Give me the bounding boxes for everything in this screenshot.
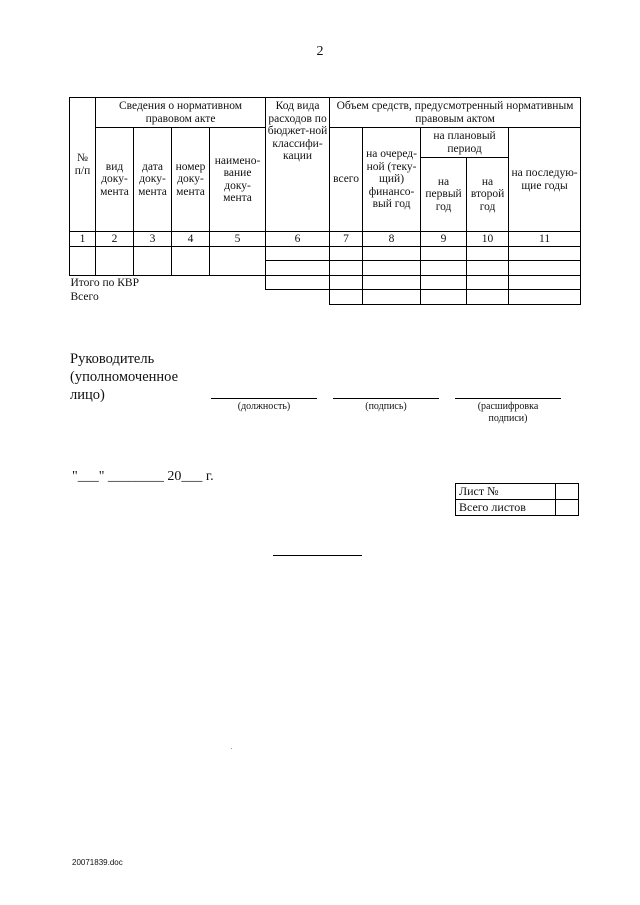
page-number: 2	[316, 44, 324, 59]
total-sheets-label: Всего листов	[456, 500, 556, 516]
table-cell[interactable]	[266, 261, 330, 276]
header-group-normative: Сведения о нормативном правовом акте	[96, 98, 266, 128]
col-number: 5	[210, 232, 266, 247]
total-row	[70, 290, 581, 305]
table-cell[interactable]	[509, 261, 581, 276]
separator-line	[273, 555, 362, 556]
header-col-doc-number: номер доку-мента	[172, 128, 210, 232]
sheet-number-label: Лист №	[456, 484, 556, 500]
table-cell[interactable]	[134, 247, 172, 276]
header-col-current-year: на очеред-ной (теку-щий) финансо-вый год	[363, 128, 421, 232]
table-cell[interactable]	[330, 247, 363, 261]
col-number: 8	[363, 232, 421, 247]
column-number-row	[70, 232, 581, 247]
table-cell[interactable]	[172, 247, 210, 276]
date-line: "___" ________ 20___ г.	[72, 469, 214, 484]
table-cell[interactable]	[363, 276, 421, 290]
decoding-caption	[450, 401, 566, 425]
header-col-no: № п/п	[70, 98, 96, 232]
decoding-caption-line: подписи)	[488, 413, 528, 424]
signature-line[interactable]	[333, 398, 439, 399]
table-cell[interactable]	[363, 261, 421, 276]
table-cell[interactable]	[266, 276, 330, 290]
header-col-doc-date: дата доку-мента	[134, 128, 172, 232]
col-number: 11	[509, 232, 581, 247]
col-number: 4	[172, 232, 210, 247]
decoding-caption-line: (расшифровка	[477, 401, 539, 412]
table-cell[interactable]	[509, 290, 581, 305]
col-number: 6	[266, 232, 330, 247]
header-group-plan-period: на плановый период	[421, 128, 509, 158]
table-cell[interactable]	[330, 290, 363, 305]
sheet-count-box	[455, 483, 579, 516]
normative-acts-table	[69, 97, 581, 305]
table-cell[interactable]	[330, 261, 363, 276]
header-col-second-year: на второй год	[467, 158, 509, 232]
table-cell[interactable]	[421, 261, 467, 276]
position-caption: (должность)	[237, 401, 291, 412]
col-number: 3	[134, 232, 172, 247]
total-label: Всего	[70, 290, 99, 303]
table-cell[interactable]	[509, 247, 581, 261]
signatory-title-line: Руководитель	[70, 351, 155, 367]
header-col-first-year: на первый год	[421, 158, 467, 232]
scan-speck	[231, 748, 232, 749]
table-cell[interactable]	[467, 290, 509, 305]
total-kvr-label: Итого по КВР	[70, 276, 266, 290]
table-cell[interactable]	[96, 247, 134, 276]
total-sheets-cell[interactable]	[556, 500, 579, 516]
signatory-title	[70, 350, 178, 404]
table-cell[interactable]	[266, 247, 330, 261]
table-cell[interactable]	[467, 247, 509, 261]
table-cell[interactable]	[421, 276, 467, 290]
table-cell[interactable]	[363, 247, 421, 261]
signatory-title-line: (уполномоченное	[70, 369, 179, 385]
col-number: 9	[421, 232, 467, 247]
header-group-volume: Объем средств, предусмотренный нормативным правовым актом	[330, 98, 581, 128]
table-cell[interactable]	[467, 276, 509, 290]
col-number: 1	[70, 232, 96, 247]
file-name-footer: 20071839.doc	[72, 858, 123, 867]
table-cell[interactable]	[509, 276, 581, 290]
col-number: 7	[330, 232, 363, 247]
table-cell[interactable]	[421, 247, 467, 261]
sheet-number-cell[interactable]	[556, 484, 579, 500]
table-cell[interactable]	[363, 290, 421, 305]
col-number: 10	[467, 232, 509, 247]
table-cell[interactable]	[467, 261, 509, 276]
table-cell[interactable]	[70, 247, 96, 276]
signature-caption: (подпись)	[365, 401, 407, 412]
decoding-line[interactable]	[455, 398, 561, 399]
table-cell[interactable]	[210, 247, 266, 276]
header-col-next-years: на последую-щие годы	[509, 128, 581, 232]
header-col-doc-name: наимено-вание доку-мента	[210, 128, 266, 232]
header-col-doc-type: вид доку-мента	[96, 128, 134, 232]
total-kvr-row	[70, 276, 581, 290]
col-number: 2	[96, 232, 134, 247]
position-line[interactable]	[211, 398, 317, 399]
table-cell-empty	[266, 290, 330, 305]
header-col-kvr: Код вида расходов по бюджет-ной классифи-кации	[266, 98, 330, 232]
header-col-total: всего	[330, 128, 363, 232]
table-cell[interactable]	[421, 290, 467, 305]
table-row	[70, 247, 581, 261]
signatory-title-line: лицо)	[70, 387, 105, 403]
table-cell[interactable]	[330, 276, 363, 290]
